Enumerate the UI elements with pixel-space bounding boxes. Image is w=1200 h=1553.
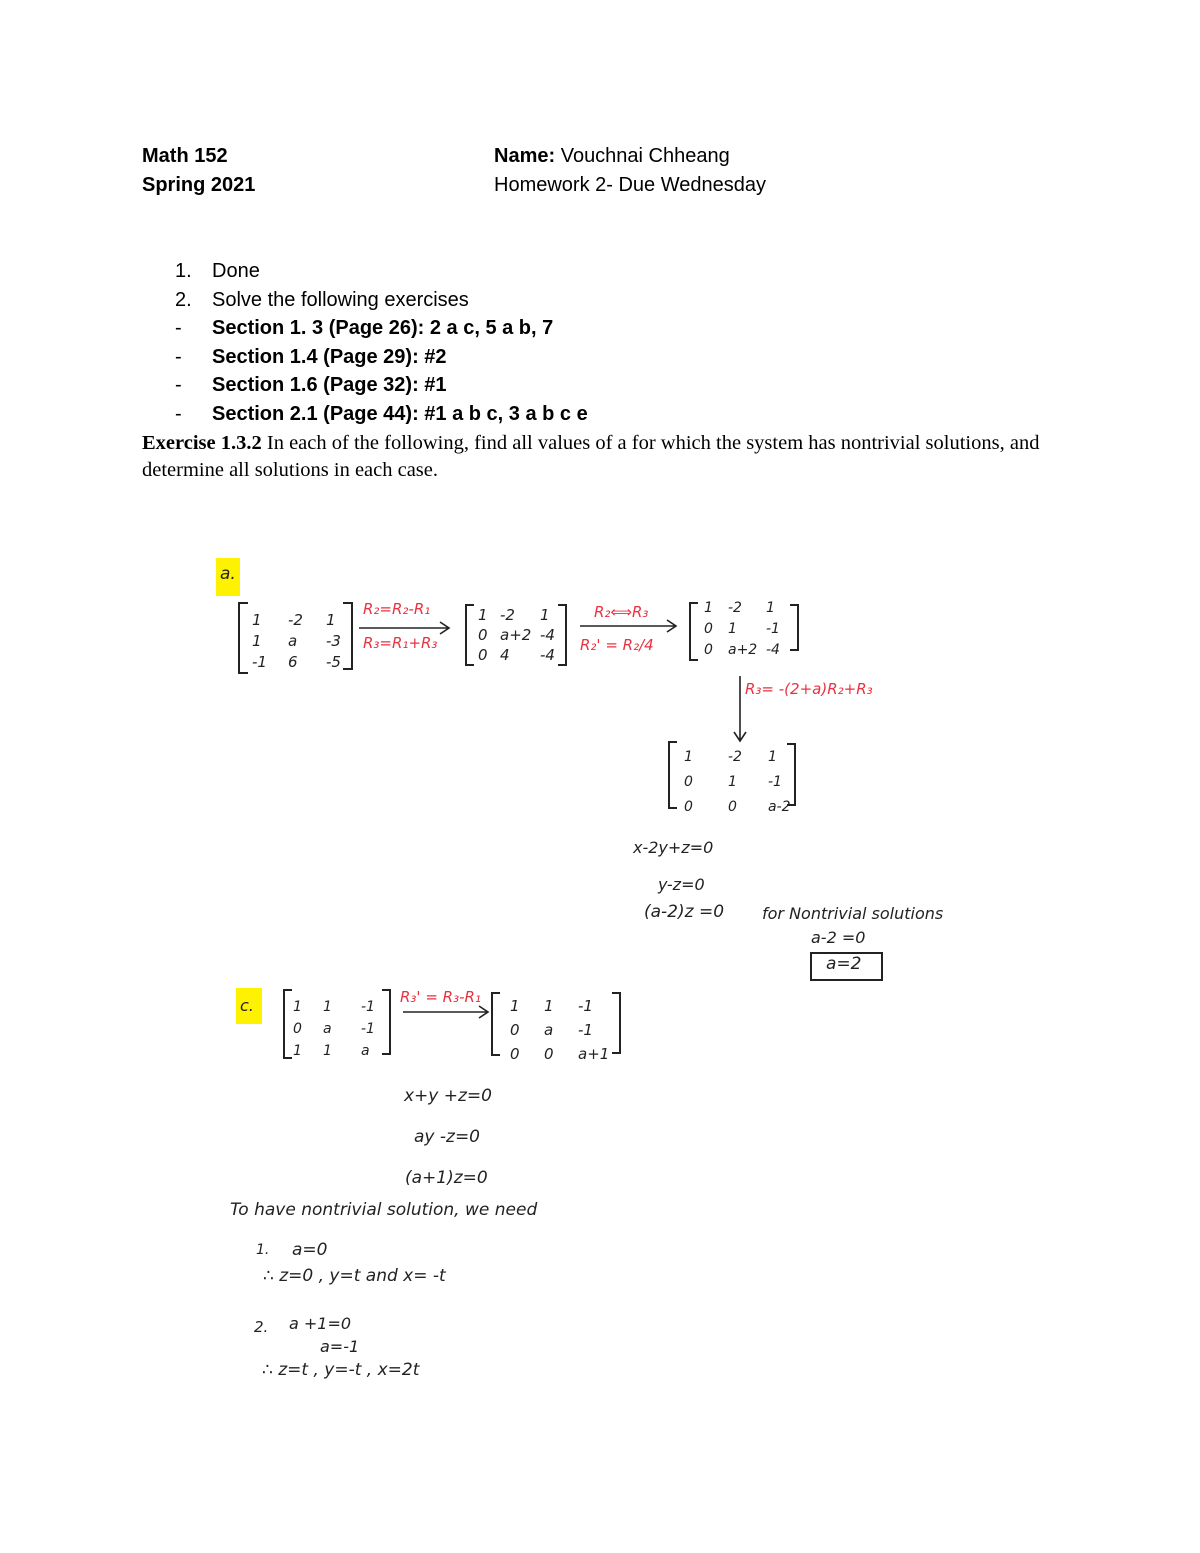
matrix-cell: a (288, 632, 298, 650)
matrix-cell: -5 (326, 653, 341, 671)
matrix-cell: 1 (252, 611, 262, 629)
equation: (a+1)z=0 (405, 1168, 488, 1188)
matrix-cell: 1 (766, 600, 775, 616)
matrix-cell: 1 (478, 606, 488, 624)
matrix-cell: 1 (728, 621, 737, 637)
matrix-cell: -1 (578, 1021, 593, 1039)
matrix-a1 (252, 610, 352, 673)
list-item: - Section 1.6 (Page 32): #1 (175, 374, 447, 397)
matrix-cell: 0 (544, 1045, 554, 1063)
matrix-cell: 4 (500, 646, 510, 664)
exercise-text: In each of the following, find all values of a for which the system has nontrivial solutions, and determine all solutions in each case. (142, 432, 1040, 481)
matrix-cell: -2 (288, 611, 303, 629)
matrix-cell: -2 (728, 749, 742, 765)
list-item: - Section 1.4 (Page 29): #2 (175, 345, 447, 368)
matrix-cell: 0 (704, 642, 713, 658)
matrix-a3 (704, 598, 790, 661)
matrix-cell: 1 (326, 611, 336, 629)
matrix-cell: a-2 (768, 799, 791, 815)
case-value: a=-1 (320, 1337, 360, 1356)
case-condition: a +1=0 (289, 1314, 352, 1333)
matrix-a4 (684, 745, 798, 820)
list-item: - Section 1. 3 (Page 26): 2 a c, 5 a b, 7 (175, 317, 554, 340)
matrix-c2 (510, 994, 618, 1066)
part-a-label: a. (220, 564, 236, 584)
arrow-right (580, 620, 676, 632)
matrix-cell: a+2 (500, 626, 532, 644)
bracket-left (669, 742, 677, 808)
bracket-left (284, 990, 292, 1058)
equation: y-z=0 (658, 875, 705, 894)
matrix-cell: -4 (766, 642, 780, 658)
matrix-cell: 0 (478, 646, 488, 664)
arrow-right (403, 1006, 488, 1018)
list-item: - Section 2.1 (Page 44): #1 a b c, 3 a b c e (175, 402, 588, 425)
matrix-cell: 0 (684, 774, 693, 790)
bracket-right (790, 605, 798, 650)
bracket-right (382, 990, 390, 1054)
note: for Nontrivial solutions (762, 904, 944, 923)
matrix-cell: 1 (252, 632, 262, 650)
matrix-a2 (478, 605, 562, 665)
name-label: Name: (494, 145, 556, 167)
bracket-left (239, 603, 248, 673)
bracket-left (690, 603, 698, 660)
answer: a=2 (826, 954, 862, 974)
row-op: R₃=R₁+R₃ (363, 634, 438, 652)
row-op: R₂⟺R₃ (594, 603, 649, 621)
matrix-cell: -3 (326, 632, 341, 650)
matrix-cell: -1 (361, 999, 375, 1015)
case-number: 1. (256, 1242, 270, 1258)
matrix-cell: -4 (540, 626, 555, 644)
matrix-cell: 0 (704, 621, 713, 637)
matrix-cell: a (323, 1021, 332, 1037)
matrix-cell: 0 (510, 1045, 520, 1063)
matrix-cell: a (544, 1021, 554, 1039)
matrix-cell: -4 (540, 646, 555, 664)
matrix-cell: -1 (252, 653, 267, 671)
matrix-cell: 0 (478, 626, 488, 644)
matrix-cell: 0 (293, 1021, 302, 1037)
equation: ay -z=0 (414, 1127, 480, 1147)
matrix-cell: 1 (510, 997, 520, 1015)
name-value: Vouchnai Chheang (560, 145, 730, 167)
matrix-cell: -1 (766, 621, 780, 637)
matrix-cell: 1 (323, 1043, 332, 1059)
row-op: R₂' = R₂/4 (580, 636, 654, 654)
equation: x-2y+z=0 (633, 838, 714, 857)
matrix-cell: -1 (578, 997, 593, 1015)
matrix-cell: a+2 (728, 642, 758, 658)
case-solution: ∴ z=t , y=-t , x=2t (262, 1360, 420, 1380)
course-title: Math 152 (142, 145, 228, 167)
matrix-cell: 6 (288, 653, 298, 671)
matrix-cell: 0 (510, 1021, 520, 1039)
matrix-cell: 0 (728, 799, 737, 815)
homework-title: Homework 2- Due Wednesday (494, 174, 766, 196)
matrix-cell: 1 (293, 999, 302, 1015)
matrix-cell: 1 (323, 999, 332, 1015)
statement: To have nontrivial solution, we need (230, 1200, 538, 1220)
list-item: 1. Done (175, 260, 260, 282)
matrix-cell: -2 (728, 600, 742, 616)
matrix-cell: 1 (293, 1043, 302, 1059)
matrix-cell: -1 (361, 1021, 375, 1037)
part-c-label: c. (240, 996, 254, 1015)
matrix-cell: 1 (684, 749, 693, 765)
matrix-cell: -2 (500, 606, 515, 624)
matrix-cell: 1 (704, 600, 713, 616)
equation: x+y +z=0 (404, 1086, 492, 1106)
case-condition: a=0 (292, 1240, 328, 1260)
matrix-cell: a+1 (578, 1045, 610, 1063)
list-item: 2. Solve the following exercises (175, 288, 469, 311)
matrix-cell: -1 (768, 774, 782, 790)
bracket-left (466, 605, 474, 665)
row-op: R₃= -(2+a)R₂+R₃ (745, 680, 873, 698)
matrix-cell: 0 (684, 799, 693, 815)
bracket-left (492, 993, 500, 1055)
matrix-cell: 1 (540, 606, 550, 624)
matrix-cell: 1 (544, 997, 554, 1015)
matrix-c1 (293, 996, 383, 1062)
matrix-cell: 1 (728, 774, 737, 790)
case-solution: ∴ z=0 , y=t and x= -t (263, 1266, 446, 1286)
case-number: 2. (254, 1318, 269, 1336)
arrow-right (359, 622, 449, 634)
matrix-cell: 1 (768, 749, 777, 765)
term: Spring 2021 (142, 174, 256, 196)
row-op: R₂=R₂-R₁ (363, 600, 431, 618)
exercise-title: Exercise 1.3.2 (142, 432, 262, 454)
row-op: R₃' = R₃-R₁ (400, 988, 481, 1006)
condition: a-2 =0 (811, 928, 866, 947)
matrix-cell: a (361, 1043, 370, 1059)
equation: (a-2)z =0 (644, 902, 725, 922)
